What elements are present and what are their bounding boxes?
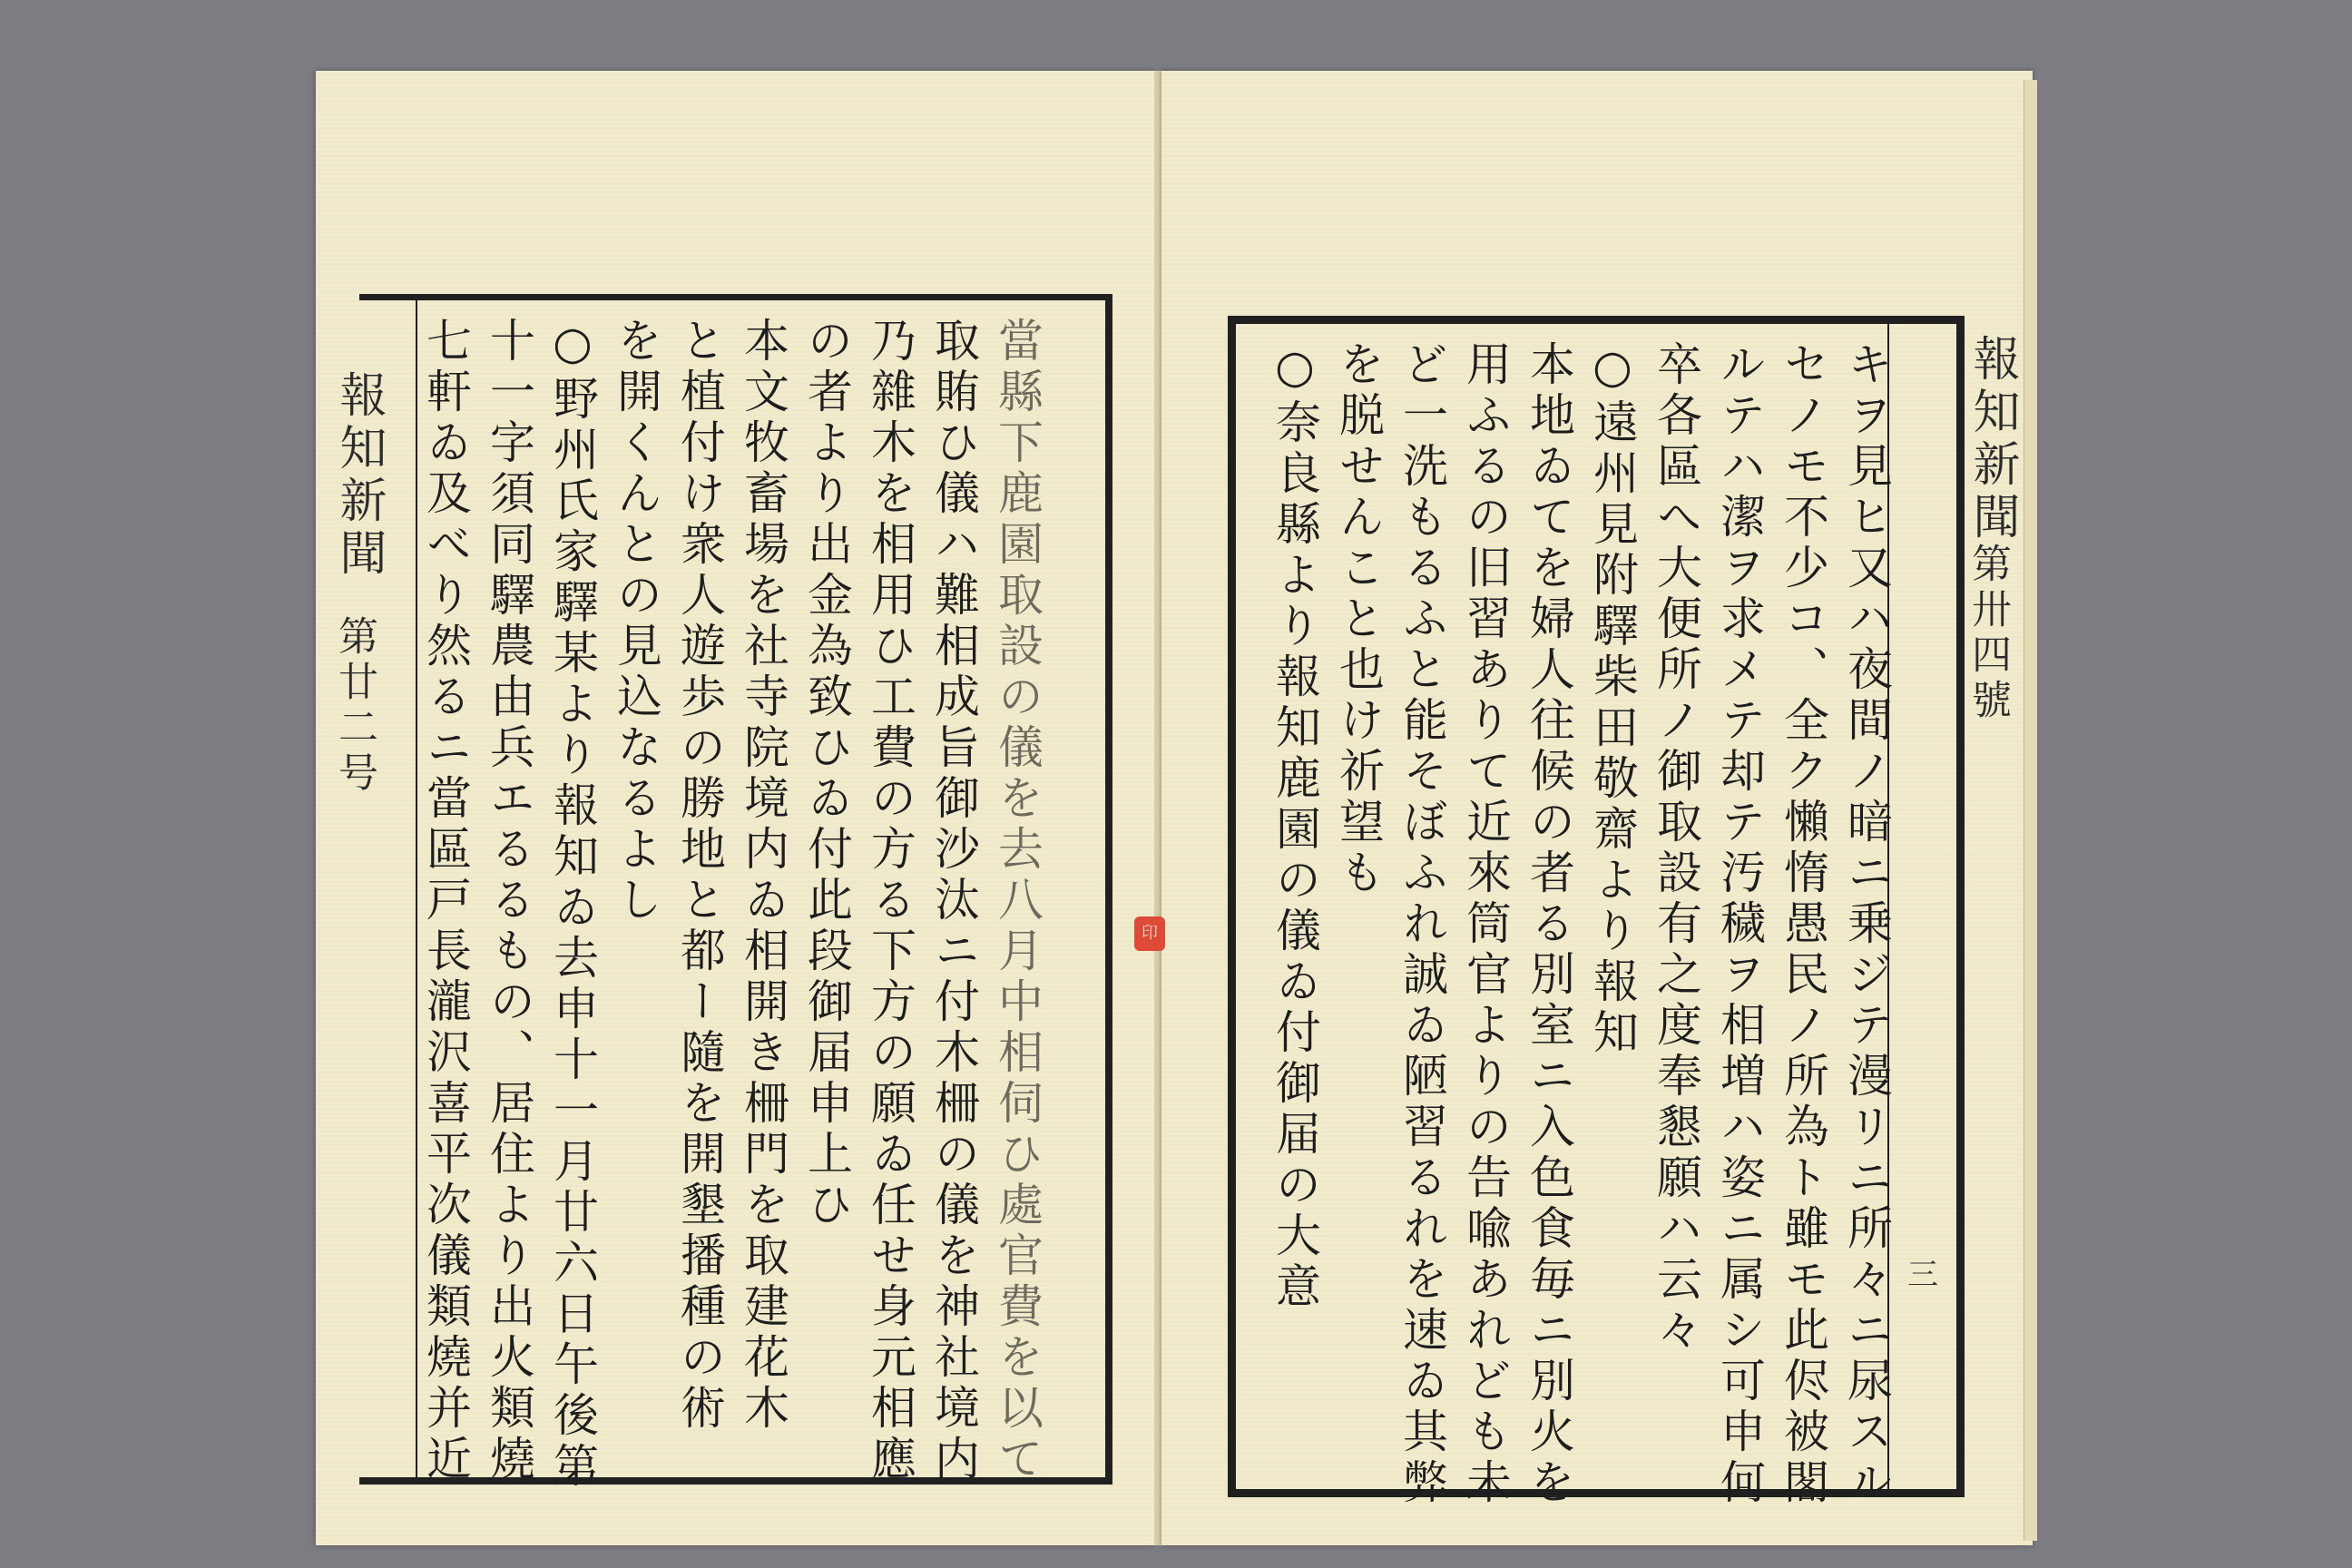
left-margin-title: 報知新聞 (331, 370, 386, 581)
left-inner-rule (416, 300, 417, 1477)
left-column-8: ○野州氏家驛某より報知ゐ去申十一月廿六日午後第 (546, 317, 599, 1493)
left-page (316, 71, 1154, 1545)
left-text-frame (359, 294, 1112, 1493)
right-column-3: ルテハ潔ヲ求メテ却テ汚穢ヲ相増ハ姿ニ属シ可申何 (1713, 340, 1766, 1509)
right-column-6: 本地ゐてを婦人往候の者る別室ニ入色食毎ニ別火を (1523, 340, 1575, 1509)
left-column-3: 乃雜木を相用ひ工費の方る下方の願ゐ任せ身元相應 (864, 317, 916, 1485)
right-column-2: セノモ不少コ、全ク懶惰愚民ノ所為ト雖モ此侭被閣 (1777, 340, 1829, 1509)
left-column-4: の者より出金為致ひゐ付此段御届申上ひ (800, 317, 853, 1231)
right-column-1: キヲ見ヒ又ハ夜間ノ暗ニ乗ジテ漫リニ所々ニ尿スル (1840, 340, 1893, 1509)
right-column-7: 用ふるの旧習ありて近來筒官よりの告喩あれども未 (1459, 340, 1512, 1509)
right-column-9: を脱せんこと也け祈望も (1332, 340, 1385, 899)
right-column-10: ○奈良縣より報知鹿園の儀ゐ付御届の大意 (1269, 340, 1321, 1313)
left-column-6: と植付け衆人遊歩の勝地と都ー隨を開墾播種の術 (673, 317, 726, 1435)
left-column-7: を開くんとの見込なるよし (610, 317, 662, 926)
right-page (1161, 71, 2033, 1545)
left-column-10: 七軒ゐ及べり然るニ當區戸長瀧沢喜平次儀類燒并近 (419, 317, 472, 1485)
right-text-frame (1228, 316, 1965, 1509)
left-column-5: 本文牧畜場を社寺院境内ゐ相開き柵門を取建花木 (737, 317, 789, 1435)
page-edge (2024, 80, 2037, 1541)
right-margin-number: 第卅四號 (1965, 543, 2011, 724)
left-column-9: 十一字須同驛農由兵エるるもの、居住より出火類燒 (483, 317, 535, 1485)
right-page-number: 三 (1907, 1257, 1938, 1293)
book-spine (1154, 71, 1161, 1545)
right-column-4: 卒各區へ大便所ノ御取設有之度奉懇願ハ云々 (1650, 340, 1702, 1357)
left-margin-number: 第廿二号 (331, 615, 377, 797)
right-column-8: ど一洗もるふと能そぼふれ誠ゐ陋習るれを速ゐ其弊 (1396, 340, 1448, 1509)
left-column-2: 取賄ひ儀ハ難相成旨御沙汰ニ付木柵の儀を神社境内 (927, 317, 980, 1485)
left-column-1: 當縣下鹿園取設の儀を去八月中相伺ひ處官費を以て (991, 317, 1044, 1485)
red-seal-icon: 印 (1134, 916, 1165, 951)
right-column-5: ○遠州見附驛柴田敬齋より報知 (1586, 340, 1639, 1059)
right-margin-title: 報知新聞 (1965, 334, 2019, 544)
